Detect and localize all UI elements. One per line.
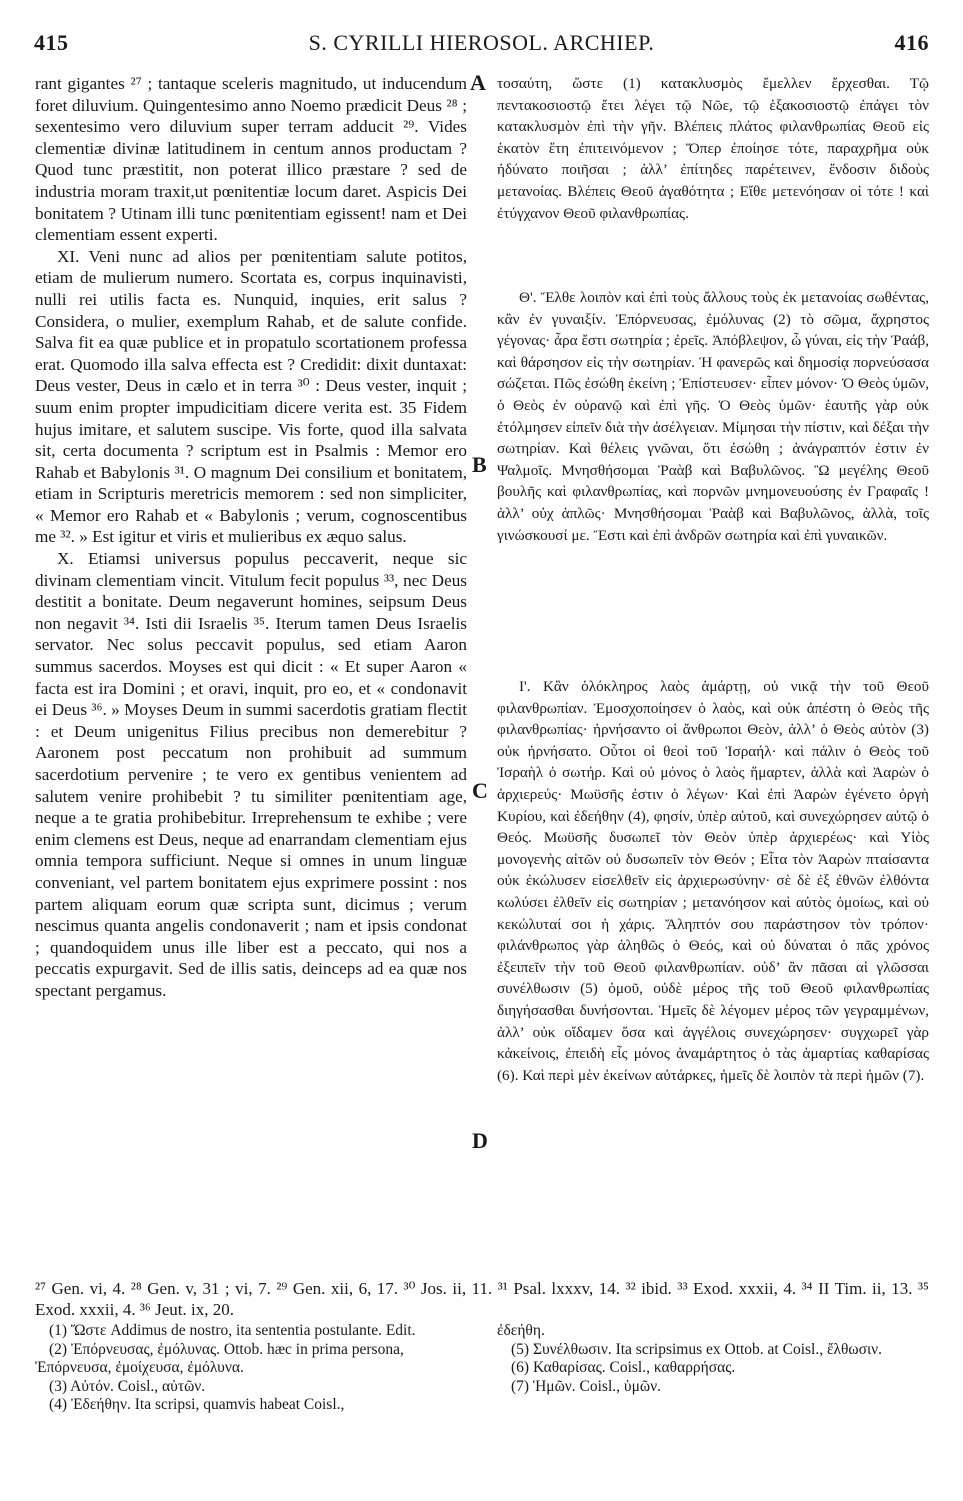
editorial-note: (4) Ἐδεήθην. Ita scripsi, quamvis habeat Coisl.,	[49, 1396, 345, 1413]
editorial-notes-left	[35, 1322, 465, 1415]
latin-paragraph: X. Etiamsi universus populus peccaverit, neque sic divinam clementiam vincit. Vitulum fecit populus ³³, nec Deus destitit a bonitate. Deum negaverunt homines, seipsum Deus non negavit ³⁴. Isti dii Israelis ³⁵. Iterum tamen Deus Israelis servator. Nec solus peccavit populus, sed etiam Aaron summus sacerdos. Moyses est qui dicit : « Et super Aaron « facta est ira Domini ; et oravi, inquit, pro eo, et « condonavit ei Deus ³⁶. » Moyses Deum in summi sacerdotis gratiam flectit : et Deum unigenitus Filius precibus non demerebitur ? Aaronem post peccatum non prohibuit ad summum sacerdotium pervenire ; te vero ex gentibus venientem ad salutem venire prohibebit ? tu similiter pœnitentiam age, neque a te gratia prohibebitur. Irreprehensum te exhibe ; vere enim clemens est Deus, neque ad enarrandam clementiam ejus omnia tempora sufficiunt. Neque si omnes in unum linguæ conveniant, vel partem bonitatem ejus exprimere possint : nos partem aliquam eorum quæ scripta sunt, dicimus ; verum nescimus quanta angelis condonaverit ; nam et ipsis condonat ; quandoquidem unus ille liber est a peccato, qui nos a peccatis expurgavit. Sed de illis satis, deinceps ad ea quæ nos spectant pergamus.	[35, 549, 467, 1000]
latin-column	[35, 73, 467, 1002]
editorial-note: (5) Συνέλθωσιν. Ita scripsimus ex Ottob. at Coisl., ἔλθωσιν.	[511, 1340, 883, 1358]
editorial-note: (3) Αὐτόν. Coisl., αὐτῶν.	[49, 1377, 206, 1395]
editorial-note: (6) Καθαρίσας. Coisl., καθαρρήσας.	[511, 1359, 736, 1376]
running-title: S. CYRILLI HIEROSOL. ARCHIEP.	[308, 30, 655, 55]
latin-paragraph: rant gigantes ²⁷ ; tantaque sceleris magnitudo, ut inducendum foret diluvium. Quingentesimo anno Noemo prædicit Deus ²⁸ ; sexentesimo vero diluvium super terram adducit ²⁹. Vides clementiæ divinæ latitudinem in centum annos productam ?Quod tunc præstitit, non poterat illico præstare ? sed de industria moram traxit,ut pœnitentiæ locum daret. Aspicis Dei bonitatem ? Utinam illi tunc pœnitentiam egissent! nam et Dei clementiam essent experti.	[35, 74, 467, 245]
scripture-footnotes: ²⁷ Gen. vi, 4. ²⁸ Gen. v, 31 ; vi, 7. ²⁹ Gen. xii, 6, 17. ³⁰ Jos. ii, 11. ³¹ Psal. lxxxv, 14. ³² ibid. ³³ Exod. xxxii, 4. ³⁴ II Tim. ii, 13. ³⁵ Exod. xxxii, 4. ³⁶ Jeut. ix, 20.	[35, 1279, 929, 1319]
editorial-note: (1) Ὥστε Addimus de nostro, ita sententia postulante. Edit.	[49, 1322, 416, 1339]
margin-marker-b: B	[472, 452, 487, 477]
greek-paragraph: Ι'. Κἂν ὁλόκληρος λαὸς ἁμάρτῃ, οὐ νικᾷ τὴν τοῦ Θεοῦ φιλανθρωπίαν. Ἐμοσχοποίησεν ὁ λαὸς, καὶ οὐκ ἀπέστη ὁ Θεὸς τῆς φιλανθρωπίας· ἠρνήσαντο οἱ ἄνθρωποι Θεὸν, ἀλλ’ ὁ Θεὸς αὐτὸν (3) οὐκ ἠρνήσατο. Οὗτοι οἱ θεοὶ τοῦ Ἰσραήλ· καὶ πάλιν ὁ Θεὸς τοῦ Ἰσραὴλ ὁ σωτήρ. Καὶ οὐ μόνος ὁ λαὸς ἥμαρτεν, ἀλλὰ καὶ Ἀαρὼν ὁ ἀρχιερεύς· Μωϋσῆς ἐστιν ὁ λέγων· Καὶ ἐπὶ Ἀαρὼν ἐγένετο ὀργὴ Κυρίου, καὶ ἐδεήθην (4), φησίν, ὑπὲρ αὐτοῦ, καὶ συνεχώρησεν αὐτῷ ὁ Θεός. Μωϋσῆς δυσωπεῖ τὸν Θεὸν ὑπὲρ ἀρχιερέως· καὶ Υἱὸς μονογενὴς αἰτῶν οὐ δυσωπεῖν τὸν Θεόν ; Εἶτα τὸν Ἀαρὼν πταίσαντα οὐκ ἐκώλυσεν εἰσελθεῖν εἰς ἀρχιερωσύνην· σὲ δὲ ἐξ ἐθνῶν ἐλθόντα κωλύσει ἐλθεῖν εἰς σωτηρίαν ; μετανόησον καὶ αὐτὸς ὁμοίως, καὶ οὐ κεκώλυταί σοι ἡ χάρις. Ἄληπτόν σου παράστησον τὸν τρόπον· φιλάνθρωπος γὰρ ἀληθῶς ὁ Θεός, καὶ οὐ δύναται ὁ πᾶς χρόνος ἐξειπεῖν τὴν τοῦ Θεοῦ φιλανθρωπίαν. οὐδ’ ἂν πᾶσαι αἱ γλῶσσαι συνέλθωσιν (5) ὁμοῦ, οὐδὲ μέρος τῆς τοῦ Θεοῦ φιλανθρωπίας διηγήσασθαι δυνήσονται. Ἡμεῖς δὲ λέγομεν μέρος τῶν γεγραμμένων, ἀλλ’ οὐκ οἴδαμεν ὅσα καὶ ἀγγέλοις συνεχώρησεν· συγχωρεῖ γὰρ κἀκείνοις, ἐπειδὴ εἷς μόνος ἀναμάρτητος ὁ τὰς ἁμαρτίας καθαρίσας (6). Καὶ περὶ μὲν ἐκείνων αὐτάρκες, ἡμεῖς δὲ λοιπὸν τὰ περὶ ἡμῶν (7).	[497, 678, 929, 1084]
greek-paragraph: τοσαύτη, ὥστε (1) κατακλυσμὸς ἔμελλεν ἔρχεσθαι. Τῷ πεντακοσιοστῷ ἔτει λέγει τῷ Νῶε, τῷ ἑξακοσιοστῷ ἐπάγει τὸν κατακλυσμὸν ἐπὶ τὴν γῆν. Βλέπεις πλάτος φιλανθρωπίας Θεοῦ εἰς ἑκατὸν ἔτη ἐπιτεινόμενον ; Ὅπερ ἐποίησε τότε, παραχρῆμα οὐκ ἠδύνατο ποιῆσαι ; ἀλλ’ ἐπίτηδες παρέτεινεν, ἔνδοσιν διδοὺς μετανοίας. Βλέπεις Θεοῦ ἀγαθότητα ; Εἴθε μετενόησαν οἱ τότε ! καὶ ἐτύγχανον Θεοῦ φιλανθρωπίας.	[497, 75, 929, 222]
greek-column	[497, 73, 929, 1084]
latin-paragraph: XI. Veni nunc ad alios per pœnitentiam salute potitos, etiam de mulierum numero. Scortata es, corpus inquinavisti, nulli rei utilis facta es. Nunquid, inquies, erit salus ? Considera, o mulier, exemplum Rahab, et de salute confide. Salva fit ea quæ publice et in propatulo scortationem professa erat. Quomodo illa salva effecta est ? Credidit: dixit duntaxat: Deus vester, Deus in cælo et in terra ³⁰ : Deus vester, inquit ; suum enim propter impudicitiam dicere verita est. 35 Fidem hujus imitare, et salutem suscipe. Vis forte, quod illa salvata sit, certa documenta ? scriptum est in Psalmis : Memor ero Rahab et Babylonis ³¹. O magnum Dei consilium et bonitatem, etiam in Scripturis meretricis memorem : sed non simpliciter, « Memor ero Rahab et « Babylonis ; verum, cognoscentibus me ³². » Est igitur et viris et mulieribus ex æquo salus.	[35, 246, 467, 547]
margin-marker-a: A	[470, 70, 486, 95]
editorial-note: (7) Ἡμῶν. Coisl., ὑμῶν.	[511, 1377, 661, 1395]
page-number-left: 415	[34, 30, 69, 55]
margin-marker-d: D	[472, 1128, 488, 1153]
margin-marker-c: C	[472, 778, 488, 803]
running-header	[34, 30, 929, 64]
editorial-note: (2) Ἐπόρνευσας, ἐμόλυνας. Ottob. hæc in prima persona, Ἐπόρνευσα, ἐμοίχευσα, ἐμόλυνα.	[35, 1340, 404, 1376]
greek-paragraph: Θ'. Ἔλθε λοιπὸν καὶ ἐπὶ τοὺς ἄλλους τοὺς ἐκ μετανοίας σωθέντας, κἂν ἐν γυναιξίν. Ἐπόρνευσας, ἐμόλυνας (2) τὸ σῶμα, ἄχρηστος γέγονας· ἆρα ἔστι σωτηρία ; ἐρεῖς. Ἀπόβλεψον, ὦ γύναι, εἰς τὴν Ῥαάβ, καὶ θάρσησον εἰς τὴν σωτηρίαν. Ἡ φανερῶς καὶ δημοσίᾳ πορνεύσασα σώζεται. Πῶς ἐσώθη ἐκείνη ; Ἐπίστευσεν· εἶπεν μόνον· Ὁ Θεὸς ὑμῶν, ὁ Θεὸς ἐν οὐρανῷ καὶ ἐπὶ γῆς. Ὁ Θεὸς ὑμῶν· ἑαυτῆς γὰρ οὐκ ἐτόλμησεν εἰπεῖν διὰ τὴν ἀσέλγειαν. Μίμησαι τὴν πίστιν, καὶ δέξαι τὴν σωτηρίαν. Καὶ θέλεις γνῶναι, ὅτι ἐσώθη ; ἀνάγραπτόν ἐστιν ἐν Ψαλμοῖς. Μνησθήσομαι Ῥαὰβ καὶ Βαβυλῶνος. Ὢ μεγέλης Θεοῦ βουλῆς καὶ φιλανθρωπίας, καὶ πορνῶν μνημονευούσης ἐν Γραφαῖς ! ἀλλ’ οὐχ ἁπλῶς· Μνησθήσομαι Ῥαὰβ καὶ Βαβυλῶνος, ἀλλὰ, τοῖς γινώσκουσί με. Ἔστι καὶ ἐπὶ ἀνδρῶν σωτηρία καὶ ἐπὶ γυναικῶν.	[497, 289, 929, 544]
page-number-right: 416	[894, 30, 929, 55]
editorial-notes-right	[497, 1322, 929, 1396]
editorial-note: ἐδεήθη.	[497, 1322, 545, 1339]
